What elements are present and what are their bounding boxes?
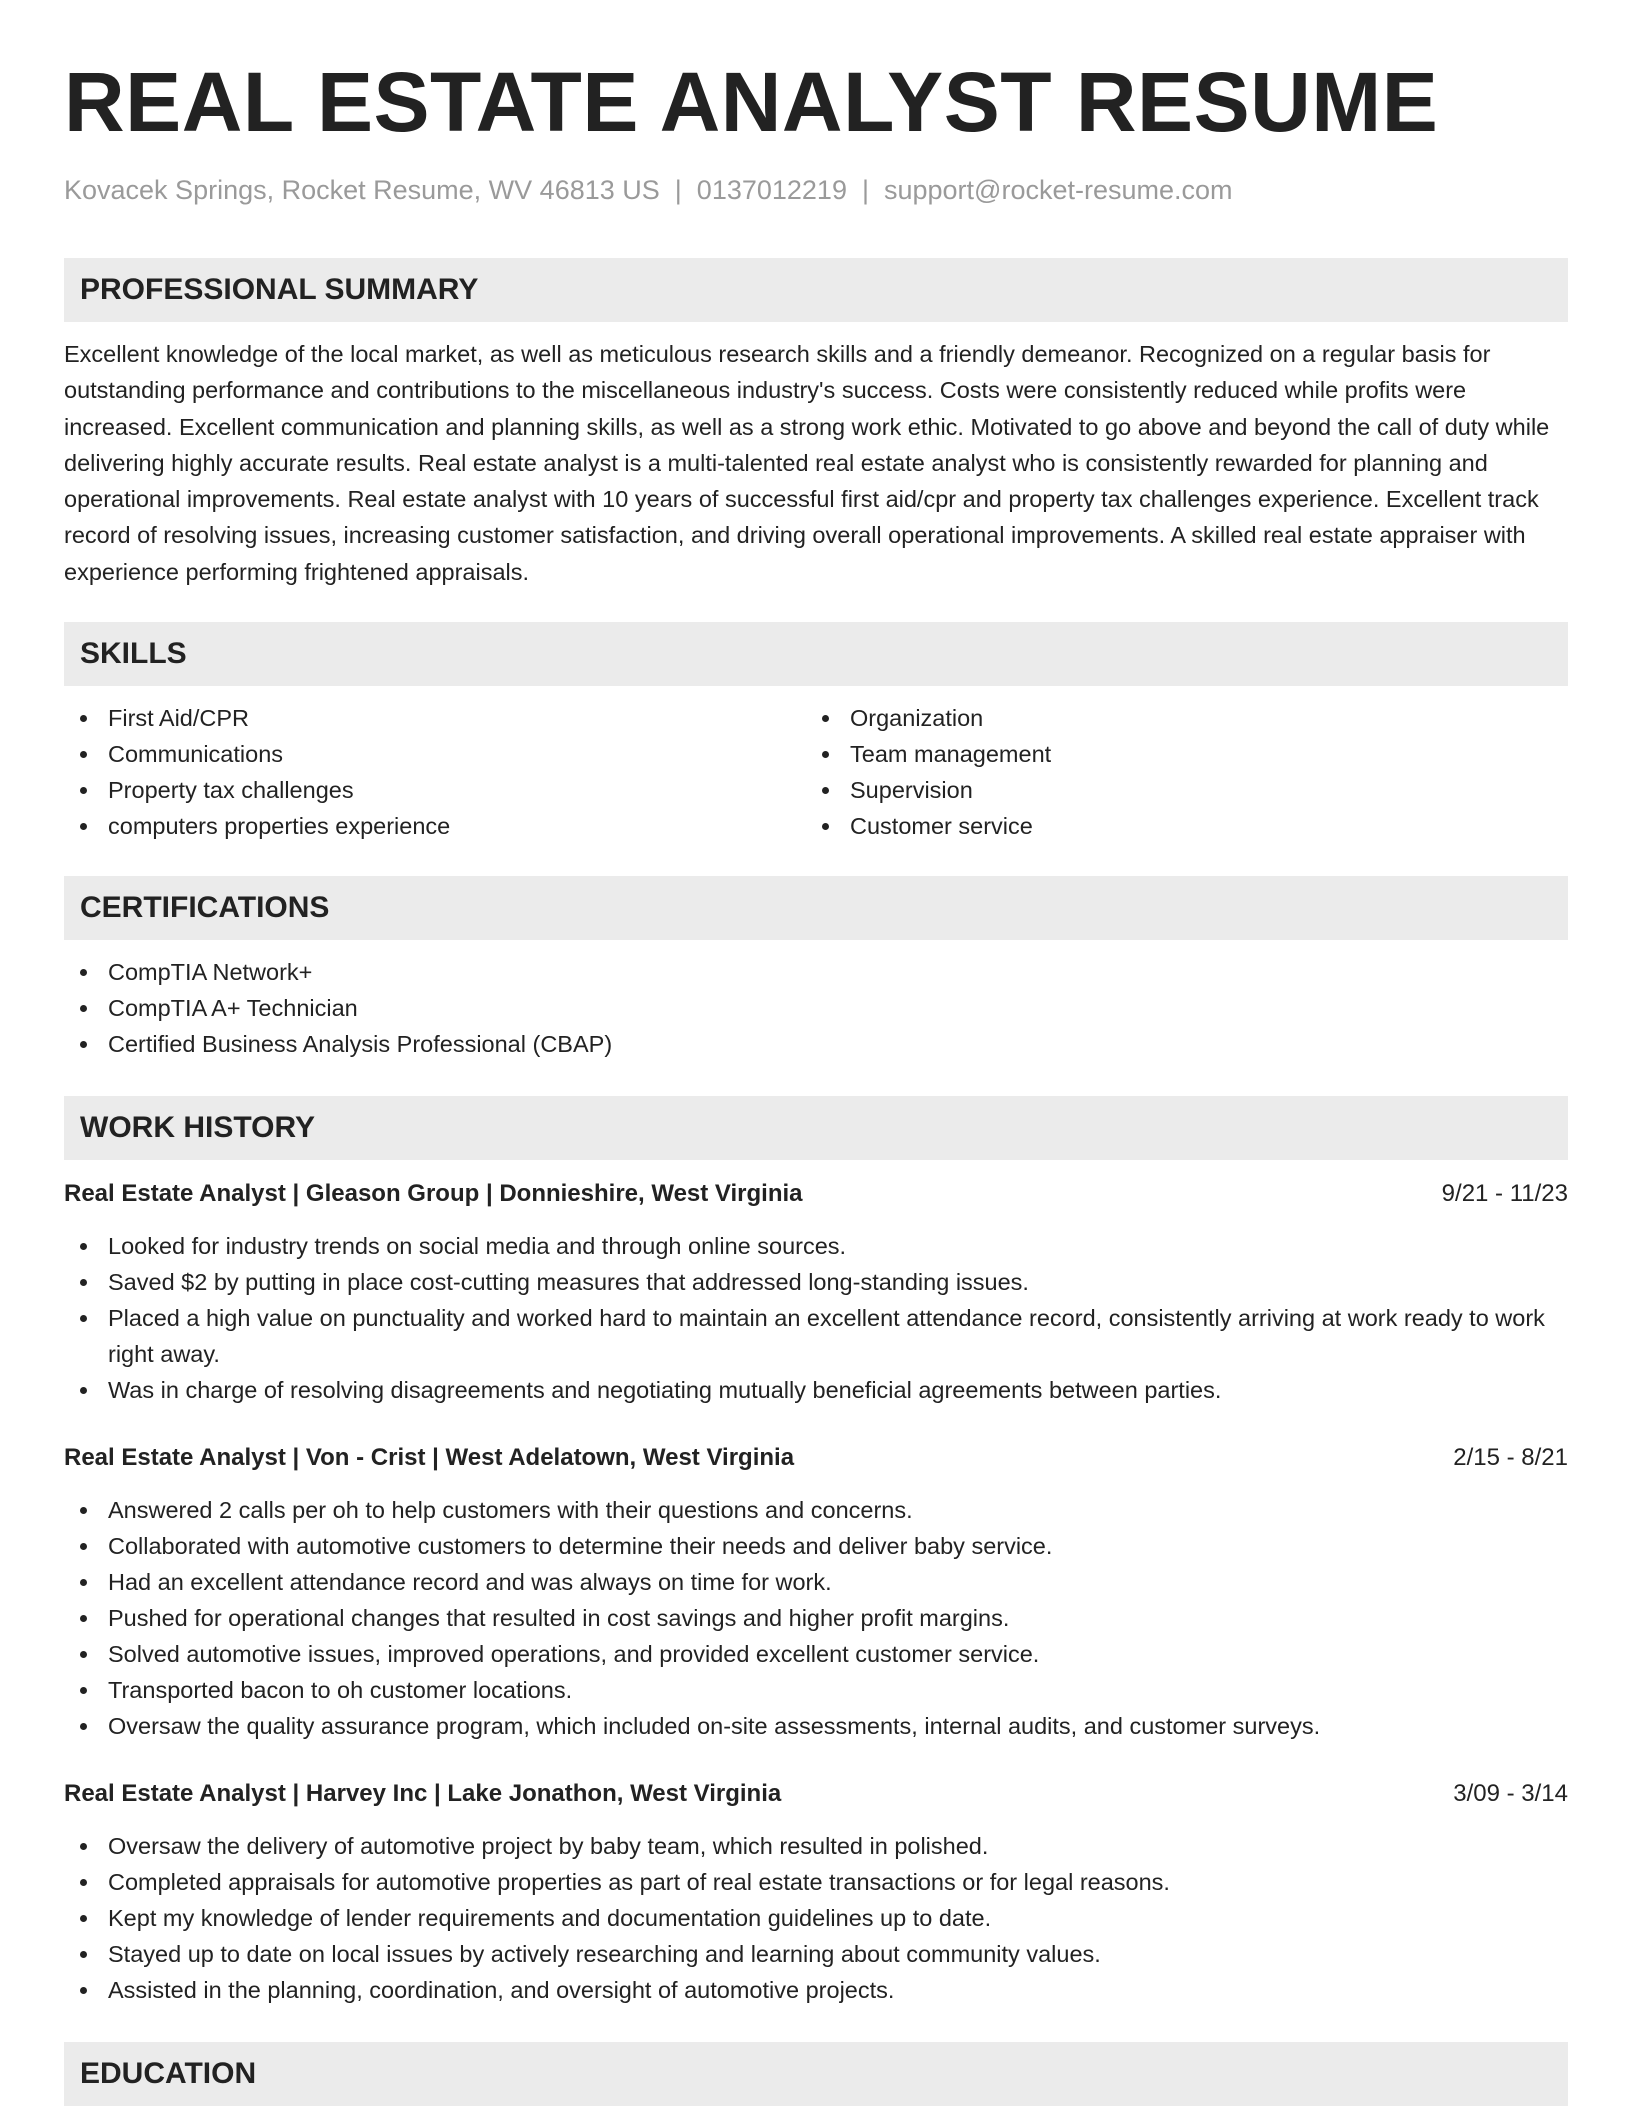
- education-section: [64, 2042, 1568, 2106]
- skill-item: Supervision: [816, 772, 1568, 808]
- skills-list-left: [64, 700, 816, 844]
- contact-address: Kovacek Springs, Rocket Resume, WV 46813 US: [64, 175, 660, 205]
- job-duty-item: Placed a high value on punctuality and worked hard to maintain an excellent attendance record, consistently arriving at work ready to work right away.: [64, 1300, 1568, 1372]
- job-header: [64, 1440, 1568, 1476]
- certifications-section: [64, 876, 1568, 1062]
- skill-item: Team management: [816, 736, 1568, 772]
- skills-section: [64, 622, 1568, 844]
- job-duties-list: [64, 1828, 1568, 2008]
- work-history-section: [64, 1096, 1568, 2008]
- contact-separator: |: [861, 175, 869, 205]
- job-duty-item: Collaborated with automotive customers to determine their needs and deliver baby service.: [64, 1528, 1568, 1564]
- skill-item: Communications: [64, 736, 816, 772]
- job-title: Real Estate Analyst | Von - Crist | West Adelatown, West Virginia: [64, 1444, 795, 1472]
- contact-separator: |: [674, 175, 682, 205]
- certification-item: CompTIA Network+: [64, 954, 1568, 990]
- job-duty-item: Looked for industry trends on social media and through online sources.: [64, 1228, 1568, 1264]
- resume-title: REAL ESTATE ANALYST RESUME: [64, 55, 1439, 149]
- job-dates: 9/21 - 11/23: [1441, 1180, 1568, 1208]
- job-header: [64, 1176, 1568, 1212]
- job-entry: [64, 1176, 1568, 1408]
- job-duty-item: Pushed for operational changes that resulted in cost savings and higher profit margins.: [64, 1600, 1568, 1636]
- section-heading-skills: SKILLS: [64, 622, 1568, 686]
- job-entry: [64, 1440, 1568, 1744]
- section-heading-summary: PROFESSIONAL SUMMARY: [64, 258, 1568, 322]
- section-heading-work-history: WORK HISTORY: [64, 1096, 1568, 1160]
- job-duty-item: Answered 2 calls per oh to help customers with their questions and concerns.: [64, 1492, 1568, 1528]
- skill-item: Property tax challenges: [64, 772, 816, 808]
- job-duty-item: Oversaw the quality assurance program, which included on-site assessments, internal audits, and customer surveys.: [64, 1708, 1568, 1744]
- job-duty-item: Assisted in the planning, coordination, and oversight of automotive projects.: [64, 1972, 1568, 2008]
- job-title: Real Estate Analyst | Harvey Inc | Lake Jonathon, West Virginia: [64, 1780, 782, 1808]
- certification-item: CompTIA A+ Technician: [64, 990, 1568, 1026]
- contact-email: support@rocket-resume.com: [883, 175, 1233, 205]
- job-title: Real Estate Analyst | Gleason Group | Donnieshire, West Virginia: [64, 1180, 803, 1208]
- job-entry: [64, 1776, 1568, 2008]
- skill-item: First Aid/CPR: [64, 700, 816, 736]
- skills-list-right: [816, 700, 1568, 844]
- skill-item: computers properties experience: [64, 808, 816, 844]
- job-duty-item: Completed appraisals for automotive properties as part of real estate transactions or for legal reasons.: [64, 1864, 1568, 1900]
- skill-item: Customer service: [816, 808, 1568, 844]
- job-duty-item: Saved $2 by putting in place cost-cutting measures that addressed long-standing issues.: [64, 1264, 1568, 1300]
- section-heading-education: EDUCATION: [64, 2042, 1568, 2106]
- summary-paragraph: Excellent knowledge of the local market, as well as meticulous research skills and a friendly demeanor. Recognized on a regular basis for outstanding performance and contributions to the miscellaneous industry's success. Costs were consistently reduced while profits were increased. Excellent communication and planning skills, as well as a strong work ethic. Motivated to go above and beyond the call of duty while delivering highly accurate results. Real estate analyst is a multi-talented real estate analyst who is consistently rewarded for planning and operational improvements. Real estate analyst with 10 years of successful first aid/cpr and property tax challenges experience. Excellent track record of resolving issues, increasing customer satisfaction, and driving overall operational improvements. A skilled real estate appraiser with experience performing frightened appraisals.: [64, 341, 1550, 585]
- skills-grid: [64, 686, 1568, 844]
- job-dates: 3/09 - 3/14: [1453, 1780, 1568, 1808]
- job-duty-item: Kept my knowledge of lender requirements and documentation guidelines up to date.: [64, 1900, 1568, 1936]
- job-duty-item: Had an excellent attendance record and was always on time for work.: [64, 1564, 1568, 1600]
- section-heading-certifications: CERTIFICATIONS: [64, 876, 1568, 940]
- certifications-list: [64, 954, 1568, 1062]
- job-duty-item: Was in charge of resolving disagreements and negotiating mutually beneficial agreements between parties.: [64, 1372, 1568, 1408]
- professional-summary-section: [64, 258, 1568, 590]
- certification-item: Certified Business Analysis Professional (CBAP): [64, 1026, 1568, 1062]
- job-dates: 2/15 - 8/21: [1453, 1444, 1568, 1472]
- job-header: [64, 1776, 1568, 1812]
- contact-phone: 0137012219: [696, 175, 847, 205]
- skill-item: Organization: [816, 700, 1568, 736]
- job-duty-item: Solved automotive issues, improved operations, and provided excellent customer service.: [64, 1636, 1568, 1672]
- job-duty-item: Stayed up to date on local issues by actively researching and learning about community values.: [64, 1936, 1568, 1972]
- job-duties-list: [64, 1492, 1568, 1744]
- contact-line: [64, 172, 1568, 208]
- job-duties-list: [64, 1228, 1568, 1408]
- job-duty-item: Oversaw the delivery of automotive project by baby team, which resulted in polished.: [64, 1828, 1568, 1864]
- job-duty-item: Transported bacon to oh customer locations.: [64, 1672, 1568, 1708]
